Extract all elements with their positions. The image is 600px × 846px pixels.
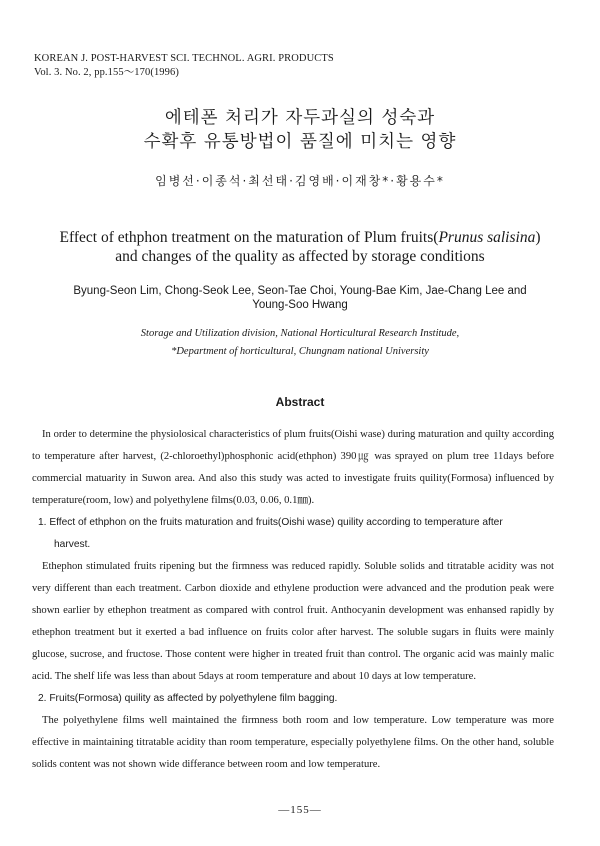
english-authors-line1: Byung-Seon Lim, Chong-Seok Lee, Seon-Tae Choi, Young-Bae Kim, Jae-Chang Lee and (73, 285, 527, 297)
english-title-part1: Effect of ethphon treatment on the maturation of Plum fruits( (59, 229, 439, 246)
journal-volume: Vol. 3. No. 2, pp.155～170(1996) (34, 67, 179, 78)
species-name: Prunus salisina (438, 229, 536, 246)
abstract-heading: Abstract (275, 395, 325, 409)
korean-authors: 임병선·이종석·최선태·김영배·이재창*·황용수* (155, 174, 445, 188)
abstract-paragraph-2: Ethephon stimulated fruits ripening but the firmness was reduced rapidly. Soluble solids and titratable acidity was not very different than each treatment. Carbon dioxide and ethylene production were advanced and the prodution peak were shown earlier by ethephon treatment as compared with control fruit. Anthocyanin development was enhansed rapidly by ethephon treatment but it exerted a bad influence on fruits color after harvest. The soluble sugars in fluits were mainly glucose, sucrose, and fructose. Those content were higher in treated fruit than control. The organic acid was mainly malic acid. The shelf life was less than about 5days at room temperature and about 10 days at low temperature. (32, 561, 554, 682)
english-authors-line2: Young-Soo Hwang (252, 299, 348, 311)
abstract-item-1-line2: harvest. (54, 539, 91, 550)
abstract-body (32, 424, 554, 776)
abstract-paragraph-1: In order to determine the physiolosical characteristics of plum fruits(Oishi wase) during maturation and quilty according to temperature after harvest, (2-chloroethyl)phosphonic acid(ethphon) 390㎍ was sprayed on plum tree 11days before commercial matuarity in Suwon area. And also this study was acted to investigate fruits quility(Formosa) influenced by temperature(room, low) and polyethylene films(0.03, 0.06, 0.1㎜). (32, 429, 554, 506)
english-authors (0, 284, 600, 312)
abstract-paragraph-3: The polyethylene films well maintained the firmness both room and low temperature. Low temperature was more effective in maintaining titratable acidity than room temperature, especially polyethylene films. On the other hand, soluble solids content was not shown wide differance between room and low temperature. (32, 715, 554, 770)
english-title (0, 228, 600, 266)
affiliation-1: Storage and Utilization division, National Horticultural Research Institude, (140, 328, 460, 339)
page-number: —155— (278, 804, 322, 816)
english-title-part2: ) (535, 229, 541, 246)
journal-header (34, 52, 334, 80)
affiliations (0, 325, 600, 361)
journal-name: KOREAN J. POST-HARVEST SCI. TECHNOL. AGRI. PRODUCTS (34, 53, 334, 64)
affiliation-2: *Department of horticultural, Chungnam national University (171, 346, 429, 357)
abstract-item-2: 2. Fruits(Formosa) quility as affected by polyethylene film bagging. (38, 693, 338, 704)
korean-title-line2: 수확후 유통방법이 품질에 미치는 영향 (143, 132, 457, 152)
abstract-item-1-line1: 1. Effect of ethphon on the fruits maturation and fruits(Oishi wase) quility according to temperature after (38, 517, 503, 528)
korean-title (0, 106, 600, 154)
korean-title-line1: 에테폰 처리가 자두과실의 성숙과 (164, 108, 436, 128)
english-title-line2: and changes of the quality as affected by storage conditions (115, 248, 485, 265)
english-title-line1 (0, 228, 600, 247)
